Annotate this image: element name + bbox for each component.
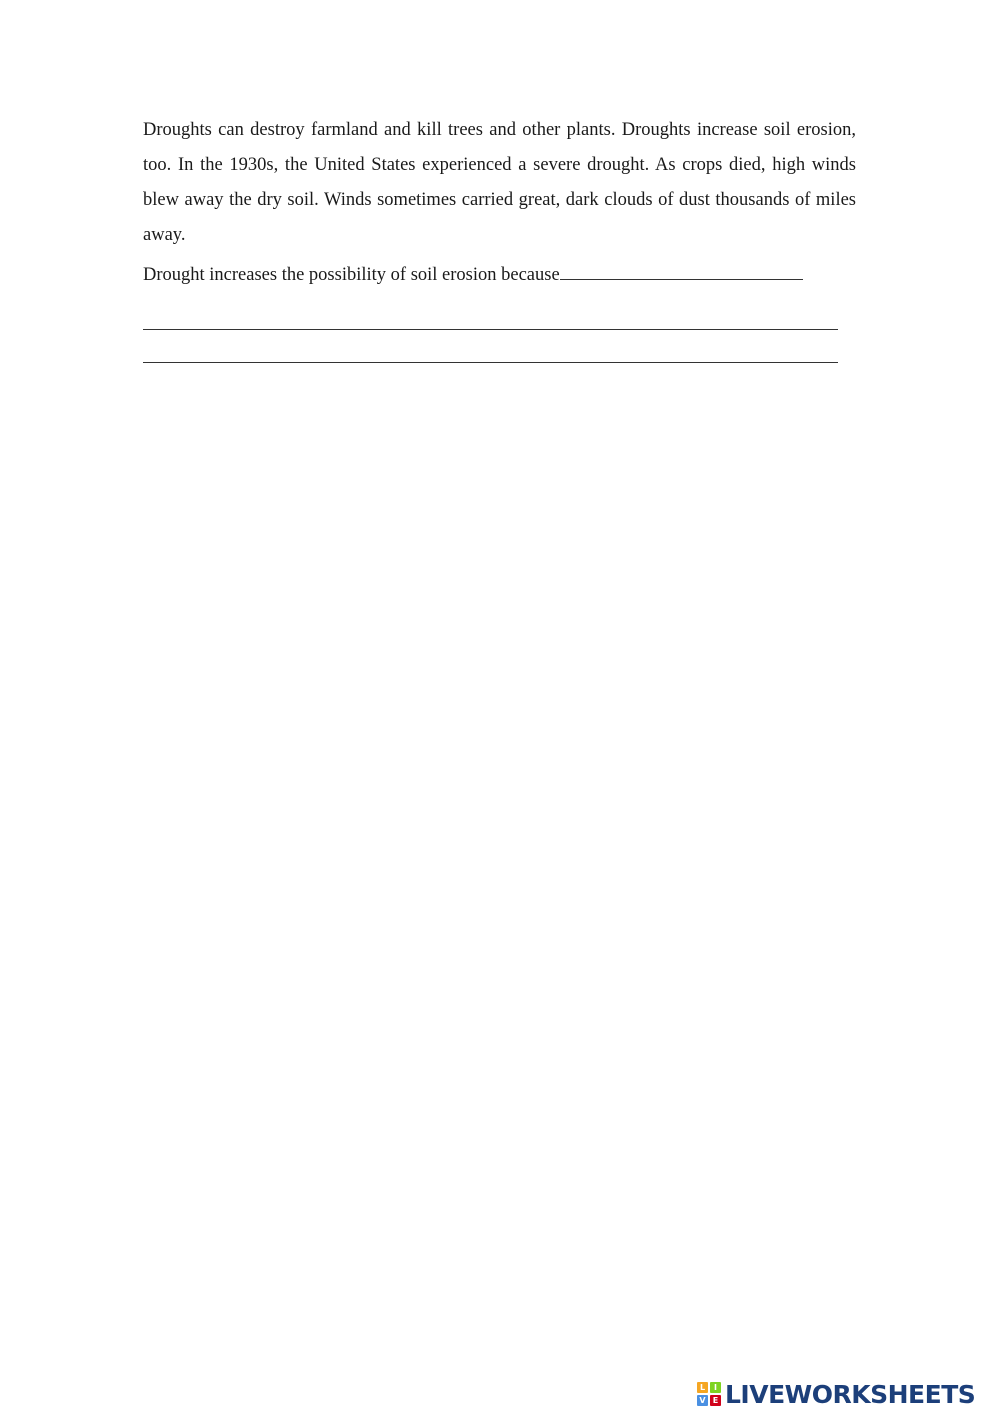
answer-blank-inline[interactable]: [560, 263, 803, 280]
question-prompt: Drought increases the possibility of soil erosion because: [143, 265, 560, 285]
brand-name: LIVEWORKSHEETS: [725, 1379, 976, 1409]
liveworksheets-logo: [697, 1378, 975, 1410]
logo-letter-l: L: [697, 1382, 708, 1393]
logo-icon: [697, 1382, 721, 1406]
answer-line-1[interactable]: [143, 329, 838, 330]
answer-line-2[interactable]: [143, 362, 838, 363]
logo-letter-v: V: [697, 1395, 708, 1406]
logo-letter-e: E: [710, 1395, 721, 1406]
logo-letter-i: I: [710, 1382, 721, 1393]
worksheet: [143, 113, 856, 363]
question: [143, 263, 856, 287]
reading-passage: Droughts can destroy farmland and kill trees and other plants. Droughts increase soil erosion, too. In the 1930s, the United States experienced a severe drought. As crops died, high winds blew away the dry soil. Winds sometimes carried great, dark clouds of dust thousands of miles away.: [143, 120, 856, 245]
